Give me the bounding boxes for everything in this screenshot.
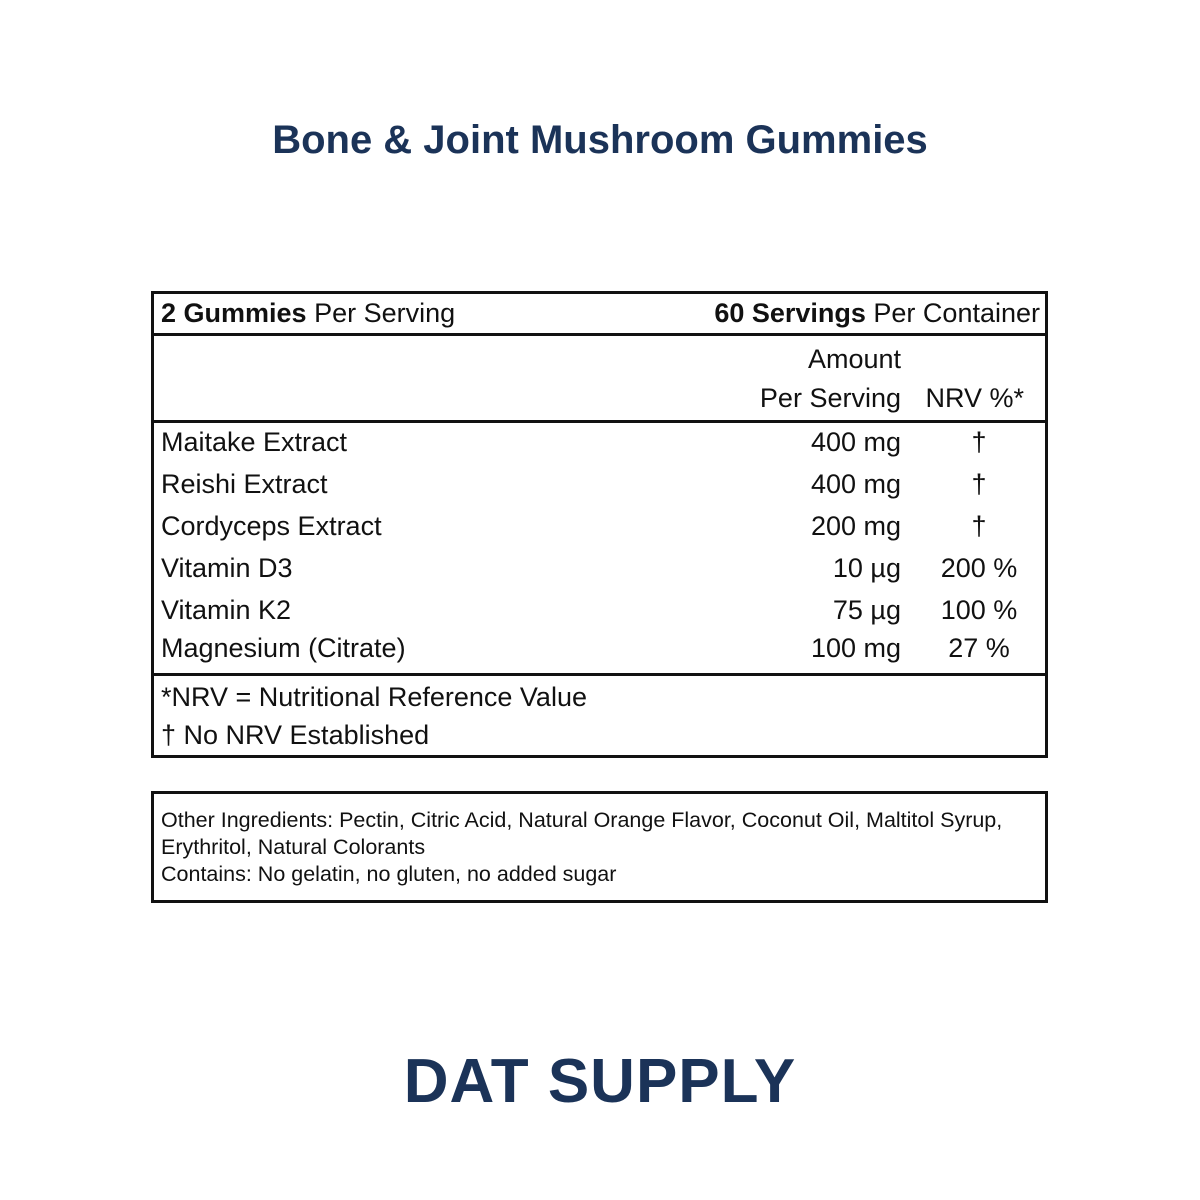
servings-label: Per Container — [865, 298, 1040, 328]
nutrient-row — [154, 549, 1045, 589]
nutrient-nrv: 200 % — [940, 553, 1018, 583]
nutrient-amount: 10 µg — [832, 553, 901, 583]
nutrient-nrv: 27 % — [948, 633, 1010, 663]
nutrient-nrv: † — [971, 511, 987, 541]
nutrient-row — [154, 465, 1045, 505]
nutrient-nrv: 100 % — [940, 595, 1018, 625]
serving-size — [161, 298, 455, 329]
nutrient-nrv: † — [971, 427, 987, 457]
other-ingredients-box — [151, 791, 1048, 903]
nutrient-row — [154, 423, 1045, 463]
product-title: Bone & Joint Mushroom Gummies — [272, 118, 928, 162]
serving-row — [154, 294, 1045, 336]
nutrient-amount: 75 µg — [832, 595, 901, 625]
amount-header-line2: Per Serving — [759, 383, 901, 413]
nrv-header: NRV %* — [925, 383, 1024, 413]
supplement-facts-panel — [151, 291, 1048, 758]
nutrient-name: Magnesium (Citrate) — [161, 633, 406, 663]
column-header — [154, 336, 1045, 423]
nutrient-row — [154, 629, 1045, 669]
brand-logo: DAT SUPPLY — [403, 1047, 797, 1116]
serving-size-amount: 2 Gummies — [161, 298, 307, 328]
nutrient-nrv: † — [971, 469, 987, 499]
nutrient-name: Vitamin K2 — [161, 595, 292, 625]
other-ingredients-text: Other Ingredients: Pectin, Citric Acid, Natural Orange Flavor, Coconut Oil, Maltitol Syrup, Erythritol, Natural Colorants — [161, 808, 1003, 859]
nutrient-amount: 100 mg — [810, 633, 901, 663]
amount-header-line1: Amount — [807, 344, 901, 374]
nrv-definition: *NRV = Nutritional Reference Value — [161, 682, 587, 712]
nutrient-name: Reishi Extract — [161, 469, 328, 499]
nutrient-amount: 200 mg — [810, 511, 901, 541]
nutrient-name: Vitamin D3 — [161, 553, 293, 583]
nutrient-amount: 400 mg — [810, 427, 901, 457]
serving-size-label: Per Serving — [306, 298, 456, 328]
nutrient-name: Cordyceps Extract — [161, 511, 382, 541]
nutrient-list — [154, 423, 1045, 676]
no-nrv-note: † No NRV Established — [161, 720, 430, 750]
nutrient-row — [154, 507, 1045, 547]
nutrient-row — [154, 591, 1045, 631]
servings-per-container — [714, 298, 1040, 329]
servings-count: 60 Servings — [714, 298, 866, 328]
nutrient-amount: 400 mg — [810, 469, 901, 499]
nutrient-name: Maitake Extract — [161, 427, 348, 457]
contains-text: Contains: No gelatin, no gluten, no added sugar — [161, 862, 617, 886]
